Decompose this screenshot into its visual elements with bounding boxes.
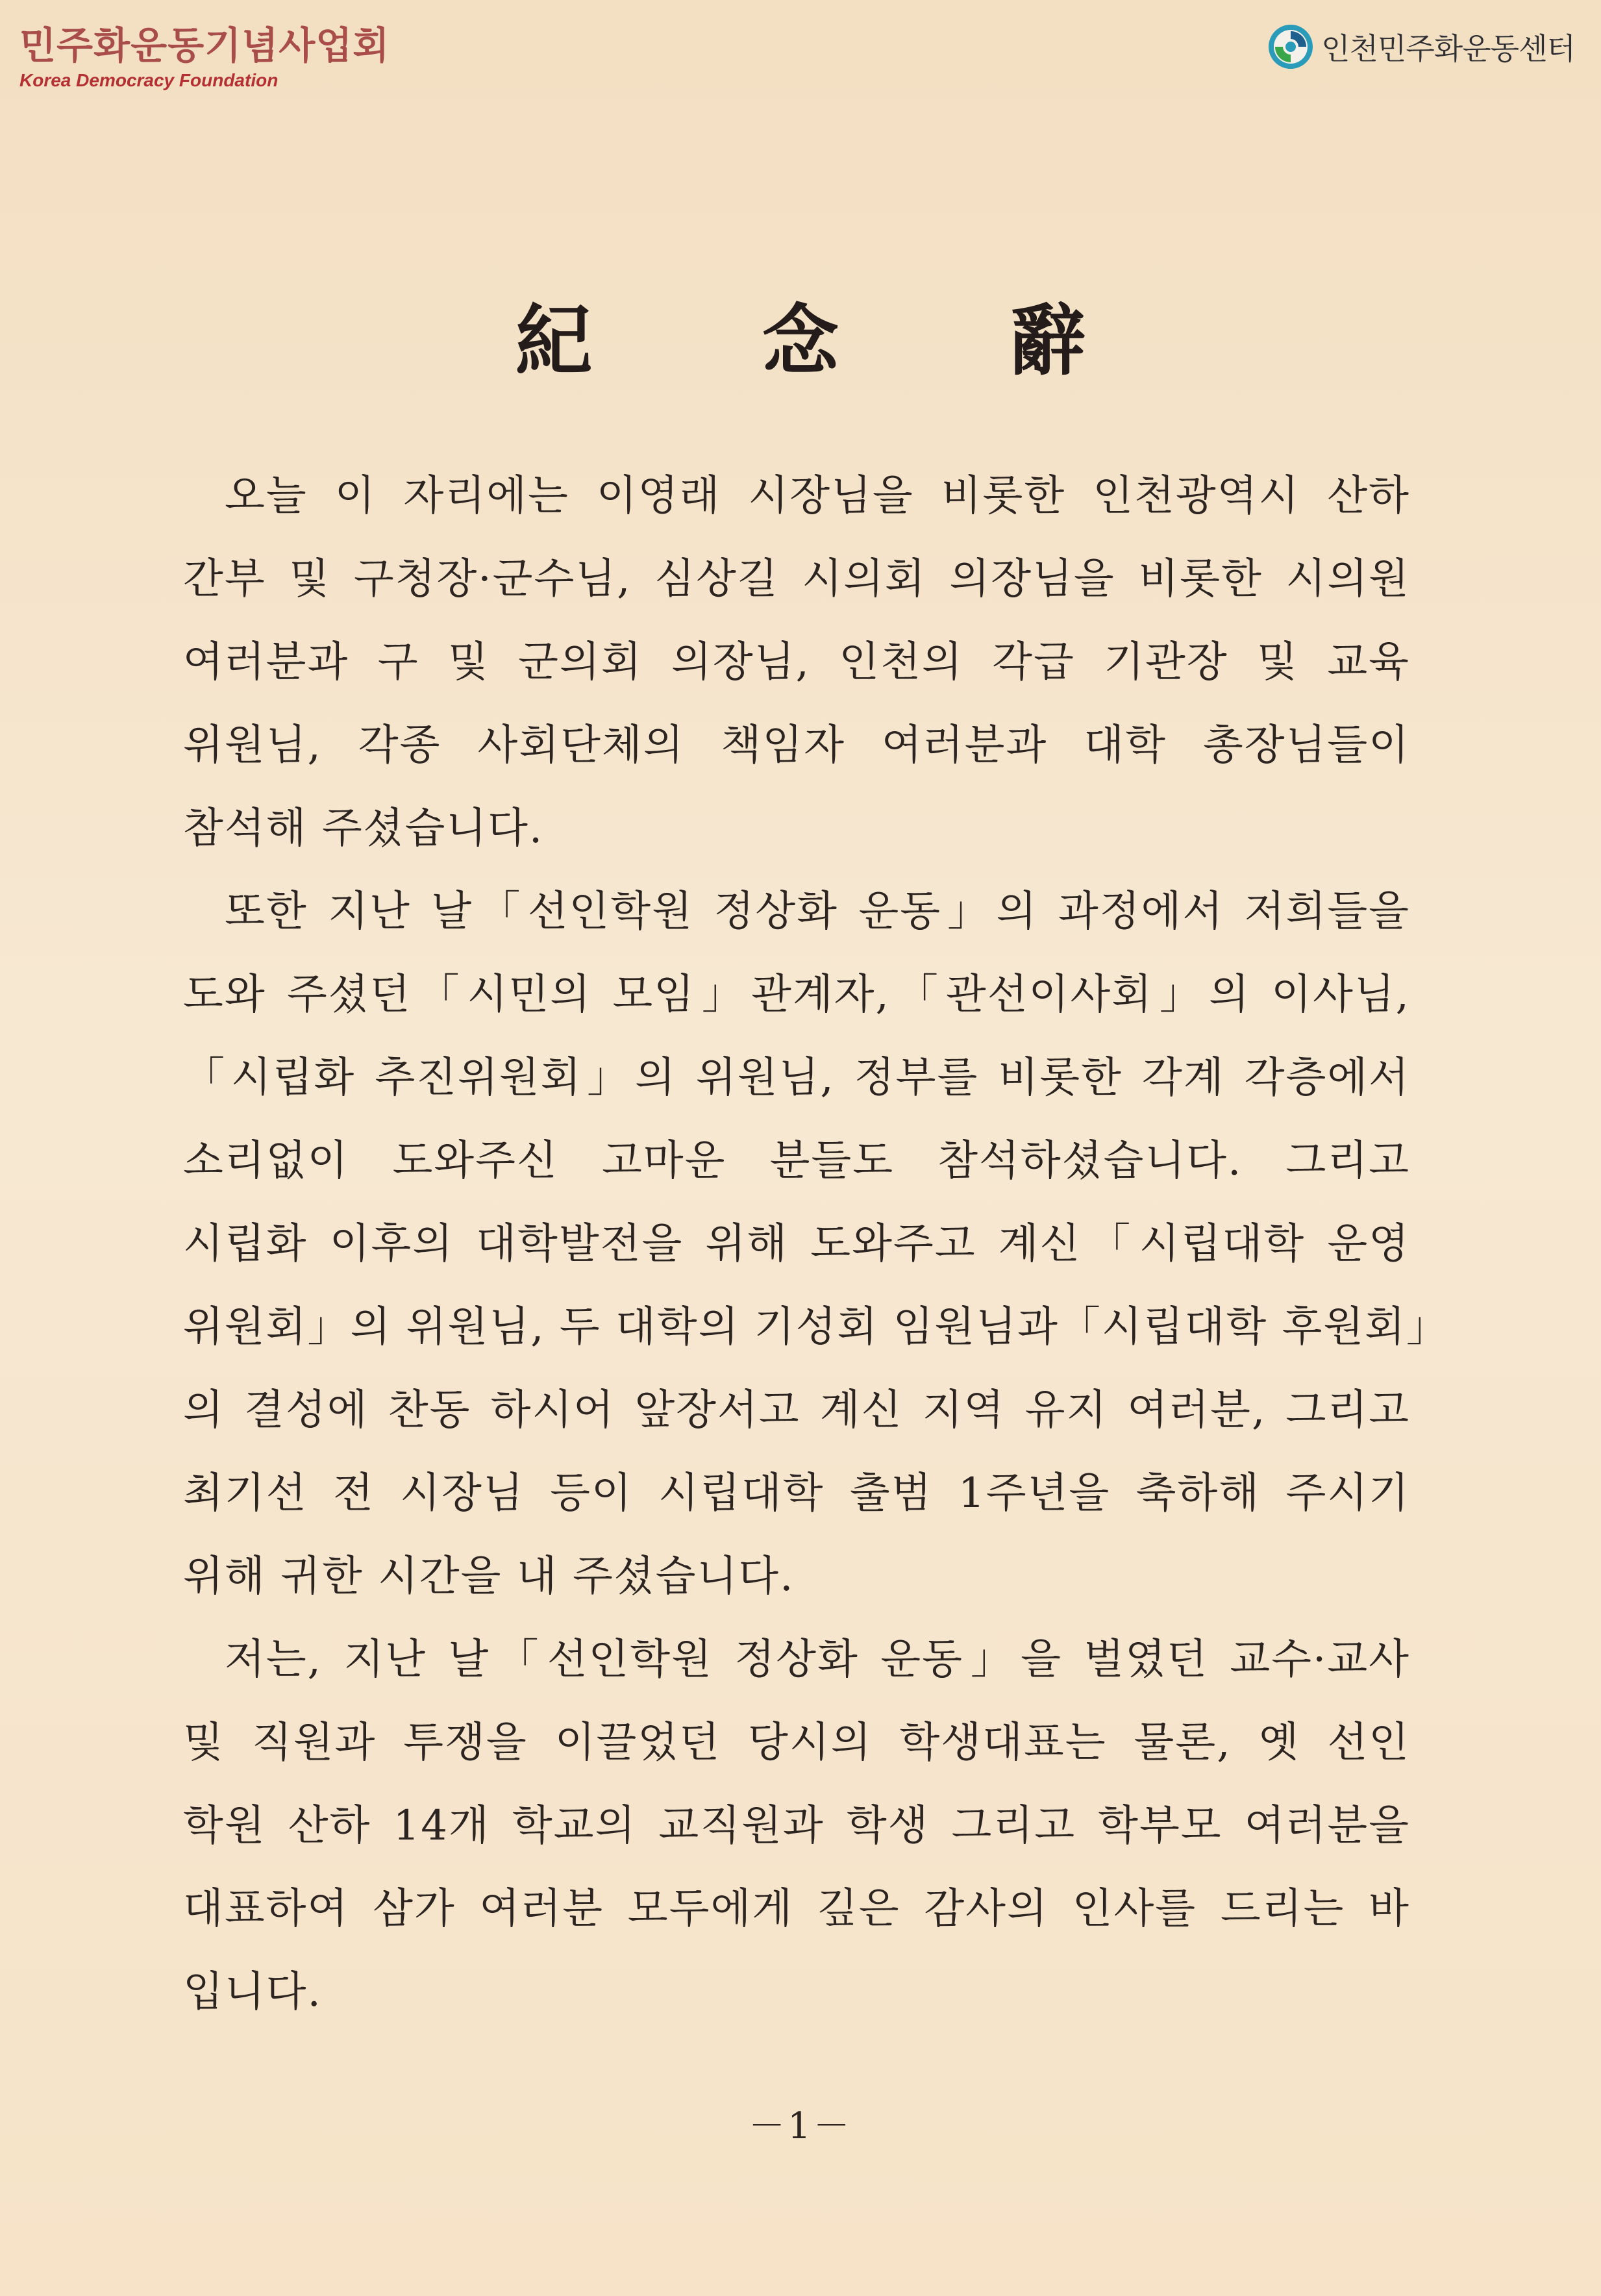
center-name-text: 인천민주화운동센터 — [1321, 31, 1575, 66]
text-line: 대표하여 삼가 여러분 모두에게 깊은 감사의 인사를 드리는 바 — [183, 1885, 1410, 1933]
text-line: 시립화 이후의 대학발전을 위해 도와주고 계신「시립대학 운영 — [183, 1220, 1410, 1268]
text-line: 학원 산하 14개 학교의 교직원과 학생 그리고 학부모 여러분을 — [183, 1802, 1410, 1850]
text-line: 및 직원과 투쟁을 이끌었던 당시의 학생대표는 물론, 옛 선인 — [183, 1719, 1410, 1767]
text-line: 최기선 전 시장님 등이 시립대학 출범 1주년을 축하해 주시기 — [183, 1469, 1410, 1517]
logo-korean-text: 민주화운동기념사업회 — [19, 23, 390, 68]
text-line: 또한 지난 날「선인학원 정상화 운동」의 과정에서 저희들을 — [225, 888, 1410, 936]
text-line: 의 결성에 찬동 하시어 앞장서고 계신 지역 유지 여러분, 그리고 — [183, 1386, 1410, 1434]
text-line: 입니다. — [183, 1968, 322, 2016]
emblem-icon — [1267, 23, 1315, 71]
title-char: 辭 — [1008, 295, 1086, 386]
speech-body — [183, 455, 1450, 2034]
text-line: 여러분과 구 및 군의회 의장님, 인천의 각급 기관장 및 교육 — [183, 638, 1410, 686]
title-char: 念 — [762, 295, 839, 386]
incheon-democracy-center-logo — [1267, 21, 1575, 73]
text-line: 「시립화 추진위원회」의 위원님, 정부를 비롯한 각계 각층에서 — [183, 1054, 1410, 1102]
title-char: 紀 — [515, 295, 592, 386]
text-line: 위해 귀한 시간을 내 주셨습니다. — [183, 1553, 795, 1601]
logo-english-text: Korea Democracy Foundation — [19, 70, 279, 90]
text-line: 오늘 이 자리에는 이영래 시장님을 비롯한 인천광역시 산하 — [225, 472, 1410, 520]
text-line: 위원님, 각종 사회단체의 책임자 여러분과 대학 총장님들이 — [183, 721, 1410, 769]
text-line: 도와 주셨던「시민의 모임」관계자,「관선이사회」의 이사님, — [183, 971, 1410, 1019]
text-line: 간부 및 구청장·군수님, 심상길 시의회 의장님을 비롯한 시의원 — [183, 555, 1410, 603]
page-number: －1－ — [749, 2105, 852, 2147]
text-line: 소리없이 도와주신 고마운 분들도 참석하셨습니다. 그리고 — [183, 1137, 1410, 1185]
text-line: 참석해 주셨습니다. — [183, 805, 544, 853]
text-line: 저는, 지난 날「선인학원 정상화 운동」을 벌였던 교수·교사 — [225, 1636, 1410, 1684]
text-line: 위원회」의 위원님, 두 대학의 기성회 임원님과「시립대학 후원회」 — [183, 1303, 1450, 1351]
korea-democracy-foundation-logo — [19, 22, 390, 92]
document-title — [0, 279, 1601, 390]
